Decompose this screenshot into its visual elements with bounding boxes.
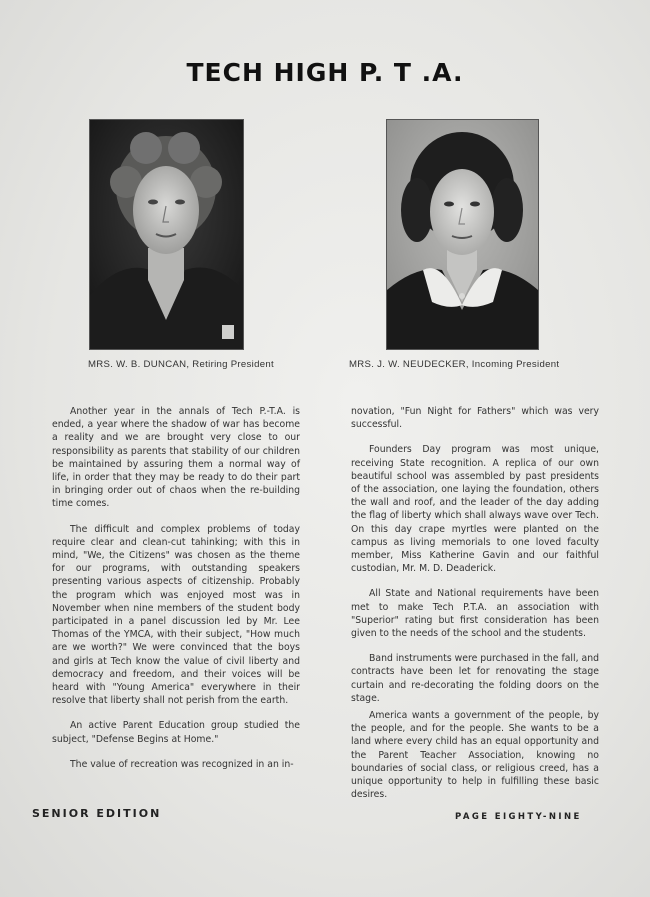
paragraph: Founders Day program was most unique, receiving State recognition. A replica of our own beautiful school was assembled by past presidents of the association, one laying the foundation, others the wall and roof, and the leader of the day adding the flag of liberty which shall always wave over Tech. On this day crape myrtles were planted on the campus as living memorials to one loved faculty member, Miss Katherine Gavin and our faithful custodian, Mr. M. D. Deaderick. xyxy=(351,444,599,575)
portrait-photo-duncan xyxy=(89,119,244,350)
footer-edition: SENIOR EDITION xyxy=(32,807,162,820)
paragraph: Band instruments were purchased in the fall, and contracts have been let for renovating the stage curtain and re-decorating the folding doors on the stage. xyxy=(351,653,599,704)
page-title: TECH HIGH P. T .A. xyxy=(186,58,464,87)
paragraph: The value of recreation was recognized in an in- xyxy=(70,758,294,770)
article-left-column xyxy=(52,405,300,783)
paragraph: An active Parent Education group studied the subject, "Defense Begins at Home." xyxy=(52,720,300,745)
photo-caption-duncan: MRS. W. B. DUNCAN, Retiring President xyxy=(88,359,274,370)
photo-caption-neudecker: MRS. J. W. NEUDECKER, Incoming President xyxy=(349,359,560,370)
paragraph: novation, "Fun Night for Fathers" which was very successful. xyxy=(351,406,599,431)
paragraph: All State and National requirements have been met to make Tech P.T.A. an association with "Superior" rating but first consideration has been given to the needs of the school and the students. xyxy=(351,588,599,640)
paragraph: America wants a government of the people, by the people, and for the people. She wants to be a land where every child has an equal opportunity and the Parent Teacher Association, knowing no boundaries of social class, or religious creed, has a unique opportunity to help in fulfilling these basic desires. xyxy=(351,710,599,801)
paragraph: The difficult and complex problems of today require clear and clean-cut tahinking; with this in mind, "We, the Citizens" was chosen as the theme for our programs, with outstanding speakers presenting various aspects of citizenship. Probably the program which was enjoyed most was in November when nine members of the student body participated in a panel discussion led by Mr. Lee Thomas of the YMCA, with their subject, "How much are we worth?" We were convinced that the boys and girls at Tech know the value of civil liberty and democracy and freedom, and their voices will be heard with "Young America" everywhere in their resolve that liberty shall not perish from the earth. xyxy=(52,523,300,707)
paragraph: Another year in the annals of Tech P.-T.A. is ended, a year where the shadow of war has become a reality and we are brought very close to our responsibility as parents that stability of our children be maintained by assuring them a normal way of life, in order that they may be ready to do their part in bringing order out of chaos when the re-building time comes. xyxy=(52,406,300,510)
portrait-photo-neudecker xyxy=(386,119,539,350)
footer-page-number: PAGE EIGHTY-NINE xyxy=(455,812,582,822)
article-right-column xyxy=(351,405,599,813)
